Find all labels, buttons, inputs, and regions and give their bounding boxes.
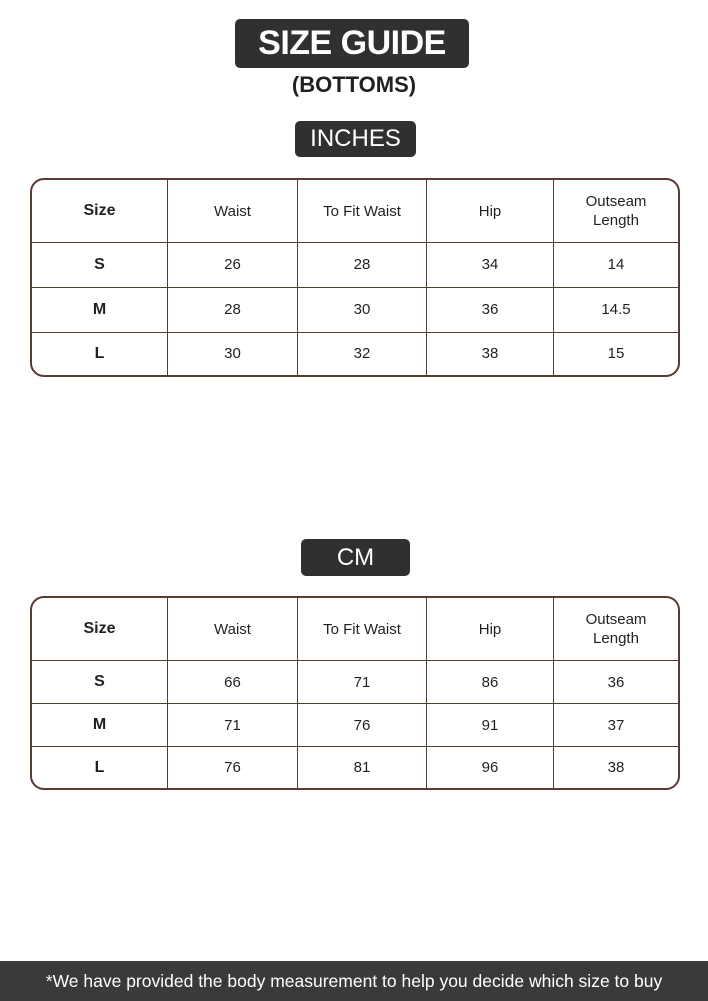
column-header-waist: Waist — [168, 180, 298, 243]
column-header-to-fit-waist: To Fit Waist — [298, 598, 427, 661]
table-cell: 38 — [427, 333, 554, 375]
table-cell: 96 — [427, 747, 554, 788]
table-row — [32, 243, 678, 288]
table-cell: 15 — [607, 345, 625, 363]
table-cell: 76 — [298, 704, 427, 747]
size-cell: S — [32, 243, 168, 288]
table-cell: 86 — [427, 661, 554, 704]
table-cell: 76 — [168, 747, 298, 788]
table-cell: 36 — [427, 288, 554, 333]
table-cell: 34 — [427, 243, 554, 288]
table-cell: 91 — [427, 704, 554, 747]
column-header-outseam-length: Outseam Length — [554, 598, 678, 661]
table-header-row — [32, 598, 678, 661]
table-cell: 30 — [298, 288, 427, 333]
table-cell: 36 — [554, 661, 678, 704]
table-cell: 30 — [168, 333, 298, 375]
column-header-to-fit-waist: To Fit Waist — [298, 180, 427, 243]
page-title: SIZE GUIDE — [235, 19, 469, 68]
column-header-size: Size — [32, 180, 168, 243]
size-cell: M — [32, 288, 168, 333]
size-cell: S — [32, 661, 168, 704]
size-table-inches — [30, 178, 680, 377]
table-cell: 14 — [554, 243, 678, 288]
column-header-size: Size — [32, 598, 168, 661]
table-row — [32, 288, 678, 333]
size-table-cm — [30, 596, 680, 790]
table-header-row — [32, 180, 678, 243]
table-row — [32, 747, 678, 788]
size-cell: L — [32, 747, 168, 788]
table-cell: 26 — [168, 243, 298, 288]
table-cell: 38 — [607, 759, 625, 777]
table-row — [32, 704, 678, 747]
table-cell: 71 — [298, 661, 427, 704]
page-subtitle: (BOTTOMS) — [291, 72, 417, 97]
table-cell: 71 — [168, 704, 298, 747]
footer-note: *We have provided the body measurement to help you decide which size to buy — [0, 961, 708, 1001]
table-row — [32, 661, 678, 704]
table-cell: 66 — [168, 661, 298, 704]
table-cell: 28 — [168, 288, 298, 333]
table-cell: 14.5 — [554, 288, 678, 333]
table-cell: 28 — [298, 243, 427, 288]
size-cell: M — [32, 704, 168, 747]
column-header-outseam-length: Outseam Length — [554, 180, 678, 243]
table-cell: 37 — [554, 704, 678, 747]
unit-label-inches: INCHES — [295, 121, 416, 157]
table-row — [32, 333, 678, 375]
size-cell: L — [32, 333, 168, 375]
table-cell: 32 — [298, 333, 427, 375]
column-header-waist: Waist — [168, 598, 298, 661]
table-cell: 81 — [298, 747, 427, 788]
column-header-hip: Hip — [427, 598, 554, 661]
unit-label-cm: CM — [301, 539, 410, 576]
column-header-hip: Hip — [427, 180, 554, 243]
